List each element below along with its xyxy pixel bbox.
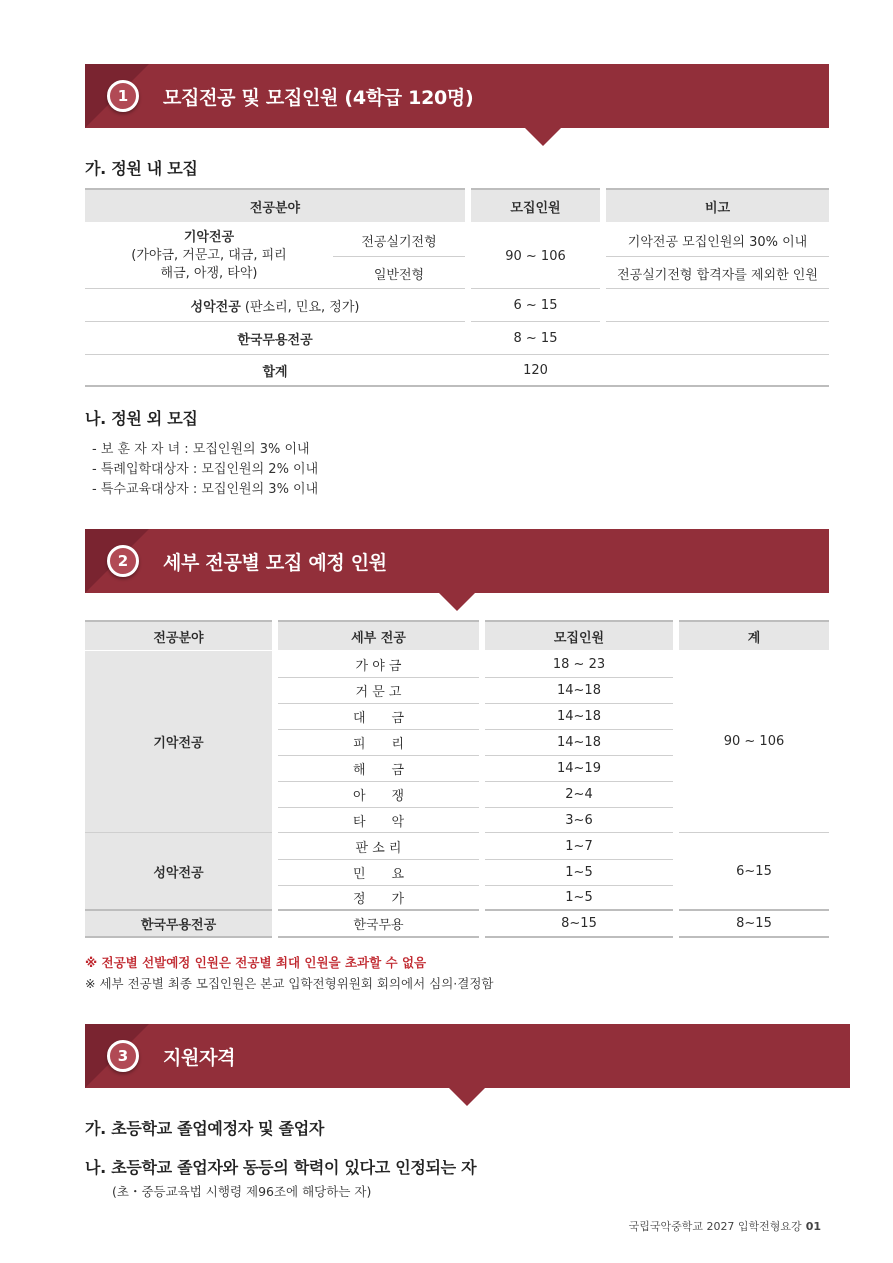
- dance-count: 8 ~ 15: [513, 330, 558, 346]
- total-count: 120: [523, 363, 548, 378]
- table-bottom-border: [85, 385, 829, 387]
- section-1-banner: [85, 64, 829, 128]
- count-cell: 14~18: [557, 734, 601, 750]
- count-cell: 2~4: [565, 786, 593, 802]
- count-cell: 1~7: [565, 838, 593, 854]
- section-2-banner: [85, 529, 829, 593]
- extra-quota-list: [92, 440, 318, 500]
- section-title: 지원자격: [163, 1046, 236, 1069]
- eligibility-a: 가. 초등학교 졸업예정자 및 졸업자: [85, 1119, 325, 1138]
- count-cell: 14~18: [557, 708, 601, 724]
- seongak-detail: (판소리, 민요, 정가): [240, 299, 360, 315]
- eligibility-b-note: (초・중등교육법 시행령 제96조에 해당하는 자): [112, 1184, 372, 1199]
- header-count: 모집인원: [471, 188, 600, 222]
- count-cell: 1~5: [565, 864, 593, 880]
- column-gap: [272, 620, 278, 938]
- footer-text: 국립국악중학교 2027 입학전형요강: [628, 1220, 802, 1233]
- page-footer: [629, 1218, 821, 1234]
- remark-2: 전공실기전형 합격자를 제외한 인원: [617, 267, 818, 283]
- header-count: 모집인원: [485, 620, 673, 650]
- column-gap: [479, 620, 485, 938]
- section-3-banner: [85, 1024, 850, 1088]
- giak-detail-2: 해금, 아쟁, 타악): [160, 266, 258, 281]
- group-total-dance: 8~15: [736, 916, 772, 931]
- count-cell: 18 ~ 23: [552, 656, 606, 672]
- major-cell: 민 요: [352, 866, 405, 882]
- banner-notch: [449, 1088, 485, 1106]
- major-cell: 한국무용: [353, 918, 404, 933]
- list-item: - 특수교육대상자 : 모집인원의 3% 이내: [92, 482, 319, 497]
- dance-field: 한국무용전공: [237, 332, 313, 348]
- track-practical: 전공실기전형: [361, 234, 437, 250]
- count-cell: 8~15: [561, 916, 597, 931]
- group-name-gi: 기악전공: [153, 736, 204, 751]
- group-total-gi: 90 ~ 106: [723, 734, 785, 749]
- eligibility-b: 나. 초등학교 졸업자와 동등의 학력이 있다고 인정되는 자: [85, 1158, 477, 1177]
- major-cell: 대 금: [352, 710, 405, 726]
- header-field: 전공분야: [85, 620, 272, 650]
- subheading-extra-quota: 나. 정원 외 모집: [85, 409, 198, 428]
- seongak-field: [85, 289, 465, 321]
- list-item: - 보 훈 자 자 녀 : 모집인원의 3% 이내: [92, 442, 310, 457]
- seongak-count: 6 ~ 15: [513, 297, 558, 313]
- giak-detail-1: (가야금, 거문고, 대금, 피리: [131, 248, 287, 263]
- major-cell: 피 리: [352, 736, 405, 752]
- remark-1: 기악전공 모집인원의 30% 이내: [627, 234, 808, 250]
- section-title: 모집전공 및 모집인원 (4학급 120명): [163, 86, 474, 109]
- section-number-badge: 3: [107, 1040, 139, 1072]
- note-final: ※ 세부 전공별 최종 모집인원은 본교 입학전형위원회 회의에서 심의·결정함: [85, 976, 494, 991]
- count-cell: 3~6: [565, 812, 593, 828]
- count-cell: 14~19: [557, 760, 601, 776]
- giak-count: 90 ~ 106: [505, 248, 566, 264]
- header-remark: 비고: [606, 188, 829, 222]
- page-number: 01: [805, 1220, 821, 1233]
- seongak-name: 성악전공: [190, 299, 241, 315]
- major-cell: 해 금: [352, 762, 405, 778]
- giak-field-cell: [85, 224, 333, 288]
- section-title: 세부 전공별 모집 예정 인원: [163, 551, 387, 574]
- section-number-badge: 2: [107, 545, 139, 577]
- count-cell: 14~18: [557, 682, 601, 698]
- group-name-seong: 성악전공: [153, 866, 204, 881]
- section-number-badge: 1: [107, 80, 139, 112]
- divider: [606, 288, 829, 289]
- header-major: 세부 전공: [278, 620, 479, 650]
- note-warning: ※ 전공별 선발예정 인원은 전공별 최대 인원을 초과할 수 없음: [85, 955, 427, 970]
- group-total-seong: 6~15: [736, 864, 772, 879]
- track-general: 일반전형: [373, 267, 425, 283]
- list-item: - 특례입학대상자 : 모집인원의 2% 이내: [92, 462, 319, 477]
- divider: [606, 321, 829, 322]
- major-cell: 정 가: [352, 892, 405, 907]
- subheading-in-quota: 가. 정원 내 모집: [85, 159, 198, 178]
- giak-name: 기악전공: [183, 230, 235, 245]
- major-cell: 아 쟁: [352, 788, 405, 804]
- major-cell: 거 문 고: [355, 684, 402, 700]
- header-field: 전공분야: [85, 188, 465, 222]
- header-total: 계: [679, 620, 829, 650]
- major-cell: 판 소 리: [355, 840, 402, 856]
- banner-notch: [525, 128, 561, 146]
- group-name-dance: 한국무용전공: [140, 918, 217, 933]
- table-bottom-border: [85, 936, 829, 938]
- major-cell: 가 야 금: [355, 658, 402, 674]
- banner-notch: [439, 593, 475, 611]
- major-cell: 타 악: [352, 814, 405, 830]
- count-cell: 1~5: [565, 890, 593, 905]
- total-label: 합계: [262, 365, 288, 380]
- column-gap: [673, 620, 679, 938]
